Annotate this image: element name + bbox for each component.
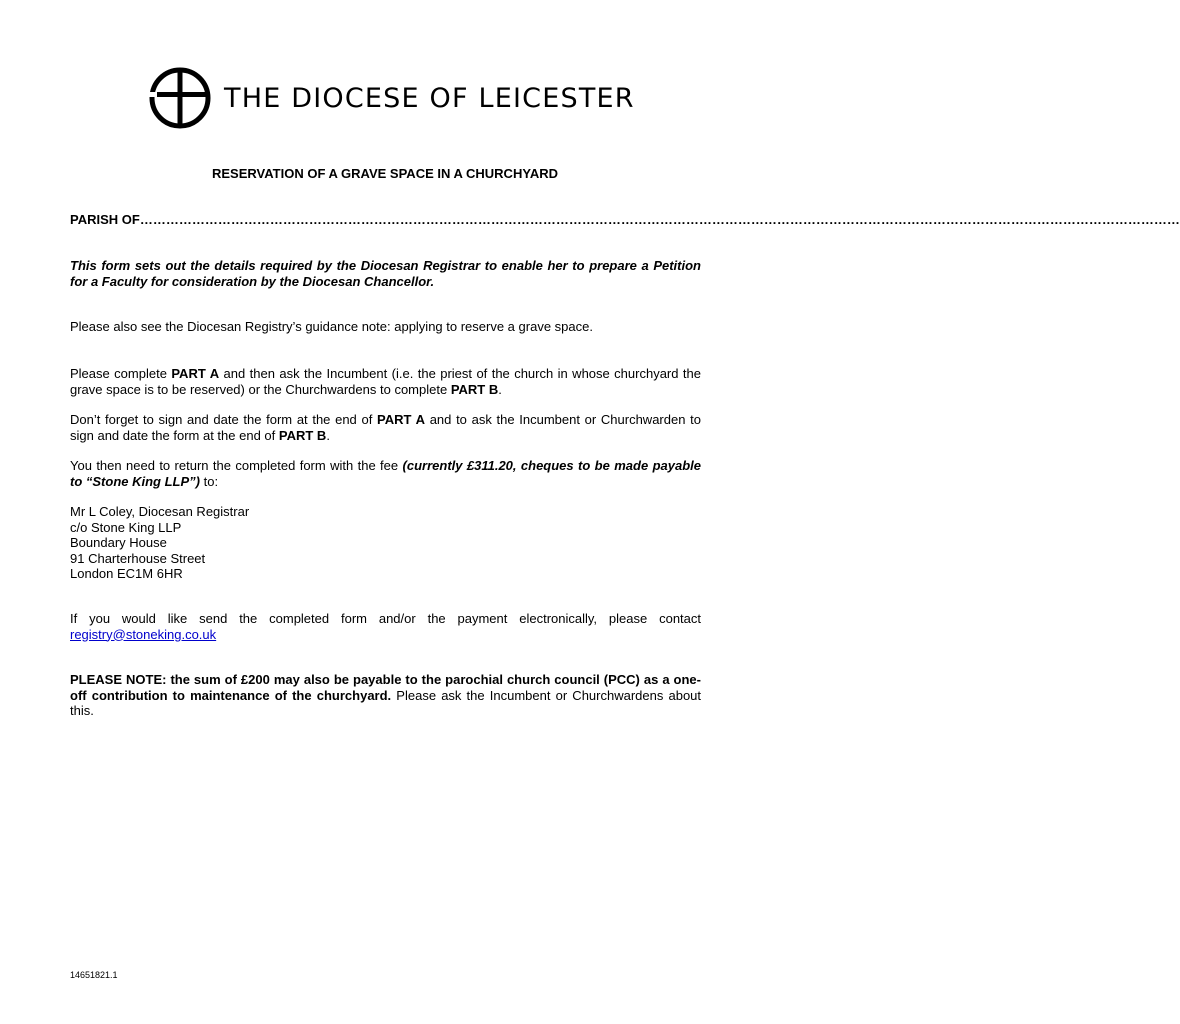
fee-text: (currently £311.20, cheques to be made payable to “Stone King LLP”) (70, 458, 702, 489)
intro-paragraph: This form sets out the details required by the Diocesan Registrar to enable her to prepare a Petition for a Faculty for consideration by the Diocesan Chancellor. (70, 258, 701, 289)
form-title: RESERVATION OF A GRAVE SPACE IN A CHURCHYARD (212, 166, 558, 181)
part-a-ref: PART A (171, 366, 220, 381)
letterhead (148, 66, 635, 130)
registry-email-link[interactable]: registry@stoneking.co.uk (70, 626, 217, 642)
part-a-ref: PART A (377, 412, 426, 427)
parish-field: PARISH OF…………………………………………………………………………………………………………………………………………………………………………………………………………………… (70, 212, 1180, 227)
guidance-paragraph: Please also see the Diocesan Registry’s guidance note: applying to reserve a grave space. (70, 319, 593, 334)
please-note-paragraph: PLEASE NOTE: the sum of £200 may also be payable to the parochial church council (PCC) as a one-off contribution to maintenance of the churchyard. Please ask the Incumbent or Churchwardens about this. (70, 672, 702, 718)
part-b-ref: PART B (278, 427, 327, 443)
return-instructions-paragraph: You then need to return the completed form with the fee (currently £311.20, cheques to be made payable to “Stone King LLP”) to: (70, 458, 702, 489)
part-b-ref: PART B (450, 381, 499, 397)
organization-name: THE DIOCESE OF LEICESTER (224, 82, 635, 114)
address-line: Boundary House (70, 535, 167, 550)
electronic-contact-paragraph: If you would like send the completed form and/or the payment electronically, please contact registry@stoneking.co.uk (70, 611, 701, 642)
please-note-bold: PLEASE NOTE: the sum of £200 may also be payable to the parochial church council (PCC) as a one-off contribution to maintenance of the churchyard. (70, 672, 701, 703)
document-reference: 14651821.1 (70, 970, 118, 980)
complete-instructions-paragraph: Please complete PART A and then ask the Incumbent (i.e. the priest of the church in whose churchyard the grave space is to be reserved) or the Churchwardens to complete PART B. (70, 366, 701, 397)
address-line: London EC1M 6HR (70, 566, 183, 581)
address-line: 91 Charterhouse Street (70, 550, 206, 566)
sign-instructions-paragraph: Don’t forget to sign and date the form at the end of PART A and to ask the Incumbent or Churchwarden to sign and date the form at the end of PART B. (70, 412, 701, 443)
address-line: c/o Stone King LLP (70, 519, 182, 535)
diocese-cross-logo-icon (148, 66, 212, 130)
postal-address (70, 504, 701, 582)
address-line: Mr L Coley, Diocesan Registrar (70, 504, 250, 519)
